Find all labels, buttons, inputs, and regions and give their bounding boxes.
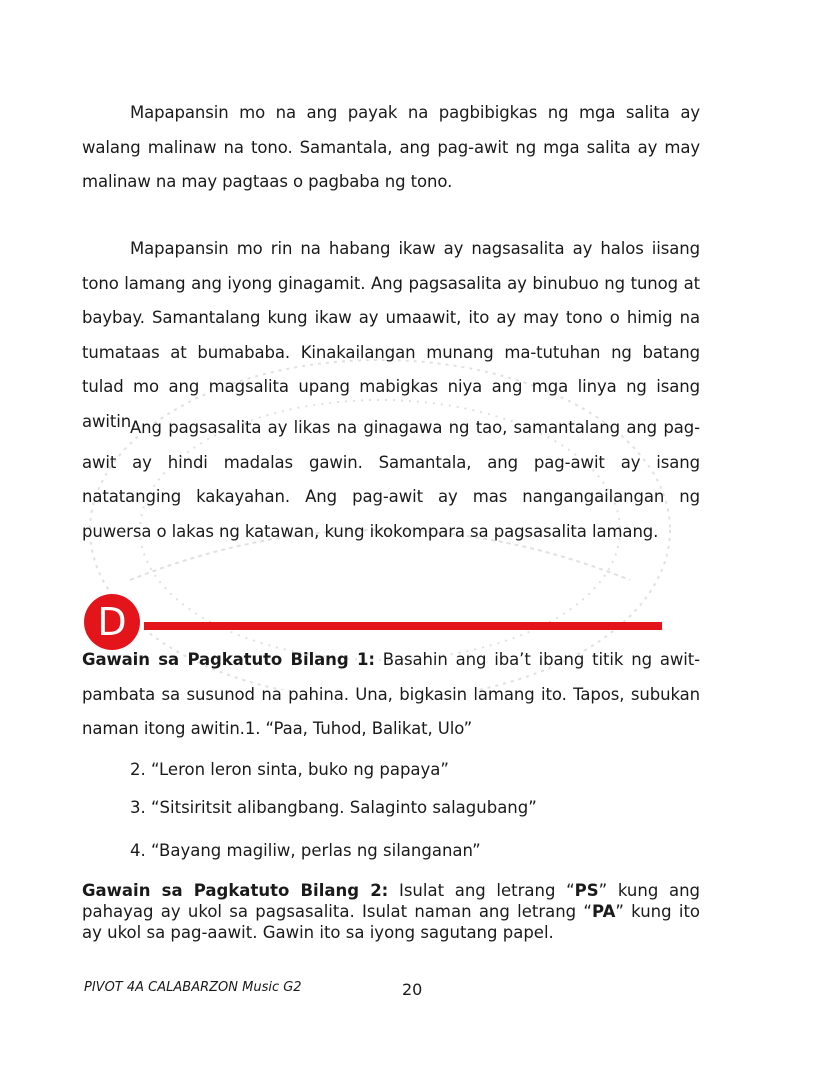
activity-2-label: Gawain sa Pagkatuto Bilang 2: xyxy=(82,881,389,900)
footer-source: PIVOT 4A CALABARZON Music G2 xyxy=(84,980,302,995)
code-ps: PS xyxy=(574,881,599,900)
section-d-badge: D xyxy=(84,594,140,650)
code-pa: PA xyxy=(591,902,616,921)
paragraph-3: Ang pagsasalita ay likas na ginagawa ng tao, samantalang ang pag-awit ay hindi madalas gawin. Samantala, ang pag-awit ay isang natatanging kakayahan. Ang pag-awit ay mas nangangailangan ng puwersa o lakas ng katawan, kung ikokompara sa pagsasalita lamang. xyxy=(82,418,700,541)
list-item: 3. “Sitsiritsit alibangbang. Salaginto salagubang” xyxy=(130,798,537,817)
page-number: 20 xyxy=(402,980,423,999)
paragraph-2: Mapapansin mo rin na habang ikaw ay nagsasalita ay halos iisang tono lamang ang iyong ginagamit. Ang pagsasalita ay binubuo ng tunog at baybay. Samantalang kung ikaw ay umaawit, ito ay may tono o himig na tumataas at bumababa. Kinakailangan munang ma-tutuhan ng batang tulad mo ang magsalita upang mabigkas niya ang mga linya ng isang awitin. xyxy=(82,239,700,431)
list-item: 4. “Bayang magiliw, perlas ng silanganan” xyxy=(130,841,481,860)
activity-1-instructions: Gawain sa Pagkatuto Bilang 1: Basahin ang iba’t ibang titik ng awit-pambata sa susunod na pahina. Una, bigkasin lamang ito. Tapos, subukan naman itong awitin.1. “Paa, Tuhod, Balikat, Ulo” xyxy=(82,650,700,738)
list-item: 2. “Leron leron sinta, buko ng papaya” xyxy=(130,760,449,779)
activity-1-label: Gawain sa Pagkatuto Bilang 1: xyxy=(82,650,375,669)
paragraph-1: Mapapansin mo na ang payak na pagbibigkas ng mga salita ay walang malinaw na tono. Samantala, ang pag-awit ng mga salita ay may malinaw na may pagtaas o pagbaba ng tono. xyxy=(82,103,700,191)
section-divider-bar xyxy=(144,622,662,630)
activity-2-instructions: Gawain sa Pagkatuto Bilang 2: Isulat ang letrang “PS” kung ang pahayag ay ukol sa pagsasalita. Isulat naman ang letrang “PA” kung ito ay ukol sa pag-aawit. Gawin ito sa iyong sagutang papel. xyxy=(82,881,701,942)
